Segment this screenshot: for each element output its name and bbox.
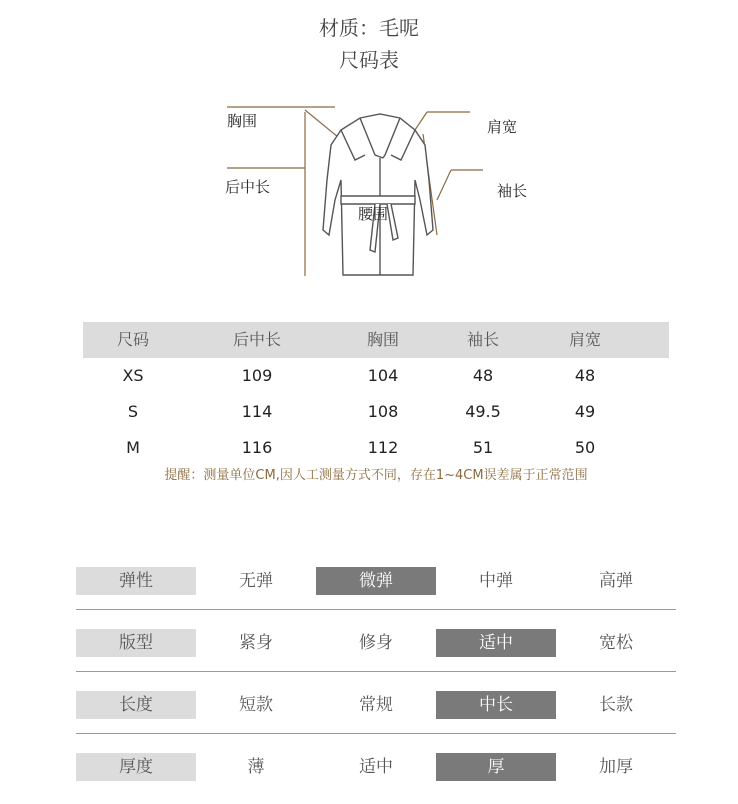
label-back-length: 后中长: [225, 178, 271, 196]
header-sleeve: 袖长: [466, 330, 499, 349]
attr-row-elasticity: [76, 567, 676, 595]
label-chest: 胸围: [227, 112, 258, 130]
material-title: 材质：毛呢: [319, 16, 419, 40]
table-row: [83, 394, 669, 430]
cell-sleeve: 49.5: [465, 402, 501, 421]
header-size: 尺码: [116, 330, 149, 349]
attr-option: 中长: [436, 691, 556, 719]
attr-option: 短款: [239, 695, 273, 715]
attr-option: 宽松: [599, 633, 633, 653]
header-back-length: 后中长: [232, 330, 281, 349]
attr-option: 适中: [359, 757, 393, 777]
cell-shoulder: 48: [574, 366, 596, 385]
coat-diagram: [215, 100, 545, 280]
cell-size: M: [126, 438, 140, 457]
divider: [76, 733, 676, 734]
attr-option: 厚: [436, 753, 556, 781]
header-shoulder: 肩宽: [568, 330, 601, 349]
cell-back-length: 109: [241, 366, 273, 385]
attr-label: 弹性: [76, 567, 196, 595]
attr-option: 微弹: [316, 567, 436, 595]
attr-label: 长度: [76, 691, 196, 719]
table-header: [83, 322, 669, 358]
label-waist: 腰围: [358, 205, 389, 223]
attr-option: 紧身: [239, 633, 273, 653]
table-row: [83, 430, 669, 466]
attr-option: 中弹: [479, 571, 513, 591]
attr-option: 适中: [436, 629, 556, 657]
cell-chest: 108: [367, 402, 399, 421]
divider: [76, 671, 676, 672]
cell-sleeve: 51: [472, 438, 494, 457]
cell-back-length: 114: [241, 402, 273, 421]
table-row: [83, 358, 669, 394]
cell-size: XS: [122, 366, 144, 385]
label-sleeve: 袖长: [497, 182, 528, 200]
size-chart-title: 尺码表: [339, 48, 399, 72]
attr-row-thickness: [76, 753, 676, 781]
attr-option: 长款: [599, 695, 633, 715]
cell-chest: 104: [367, 366, 399, 385]
label-shoulder: 肩宽: [487, 118, 518, 136]
cell-sleeve: 48: [472, 366, 494, 385]
attr-option: 高弹: [599, 571, 633, 591]
attr-row-length: [76, 691, 676, 719]
attr-label: 版型: [76, 629, 196, 657]
header-chest: 胸围: [366, 330, 399, 349]
cell-shoulder: 50: [574, 438, 596, 457]
attr-row-fit: [76, 629, 676, 657]
attr-option: 加厚: [599, 757, 633, 777]
attr-option: 修身: [359, 633, 393, 653]
attr-option: 薄: [247, 757, 265, 777]
cell-chest: 112: [367, 438, 399, 457]
cell-size: S: [127, 402, 139, 421]
coat-outline: [323, 114, 433, 275]
size-table: [83, 322, 669, 466]
attr-option: 无弹: [239, 571, 273, 591]
measurement-note: 提醒：测量单位CM,因人工测量方式不同，存在1~4CM误差属于正常范围: [164, 468, 588, 483]
divider: [76, 609, 676, 610]
cell-back-length: 116: [241, 438, 273, 457]
attr-label: 厚度: [76, 753, 196, 781]
attr-option: 常规: [359, 695, 393, 715]
cell-shoulder: 49: [574, 402, 596, 421]
